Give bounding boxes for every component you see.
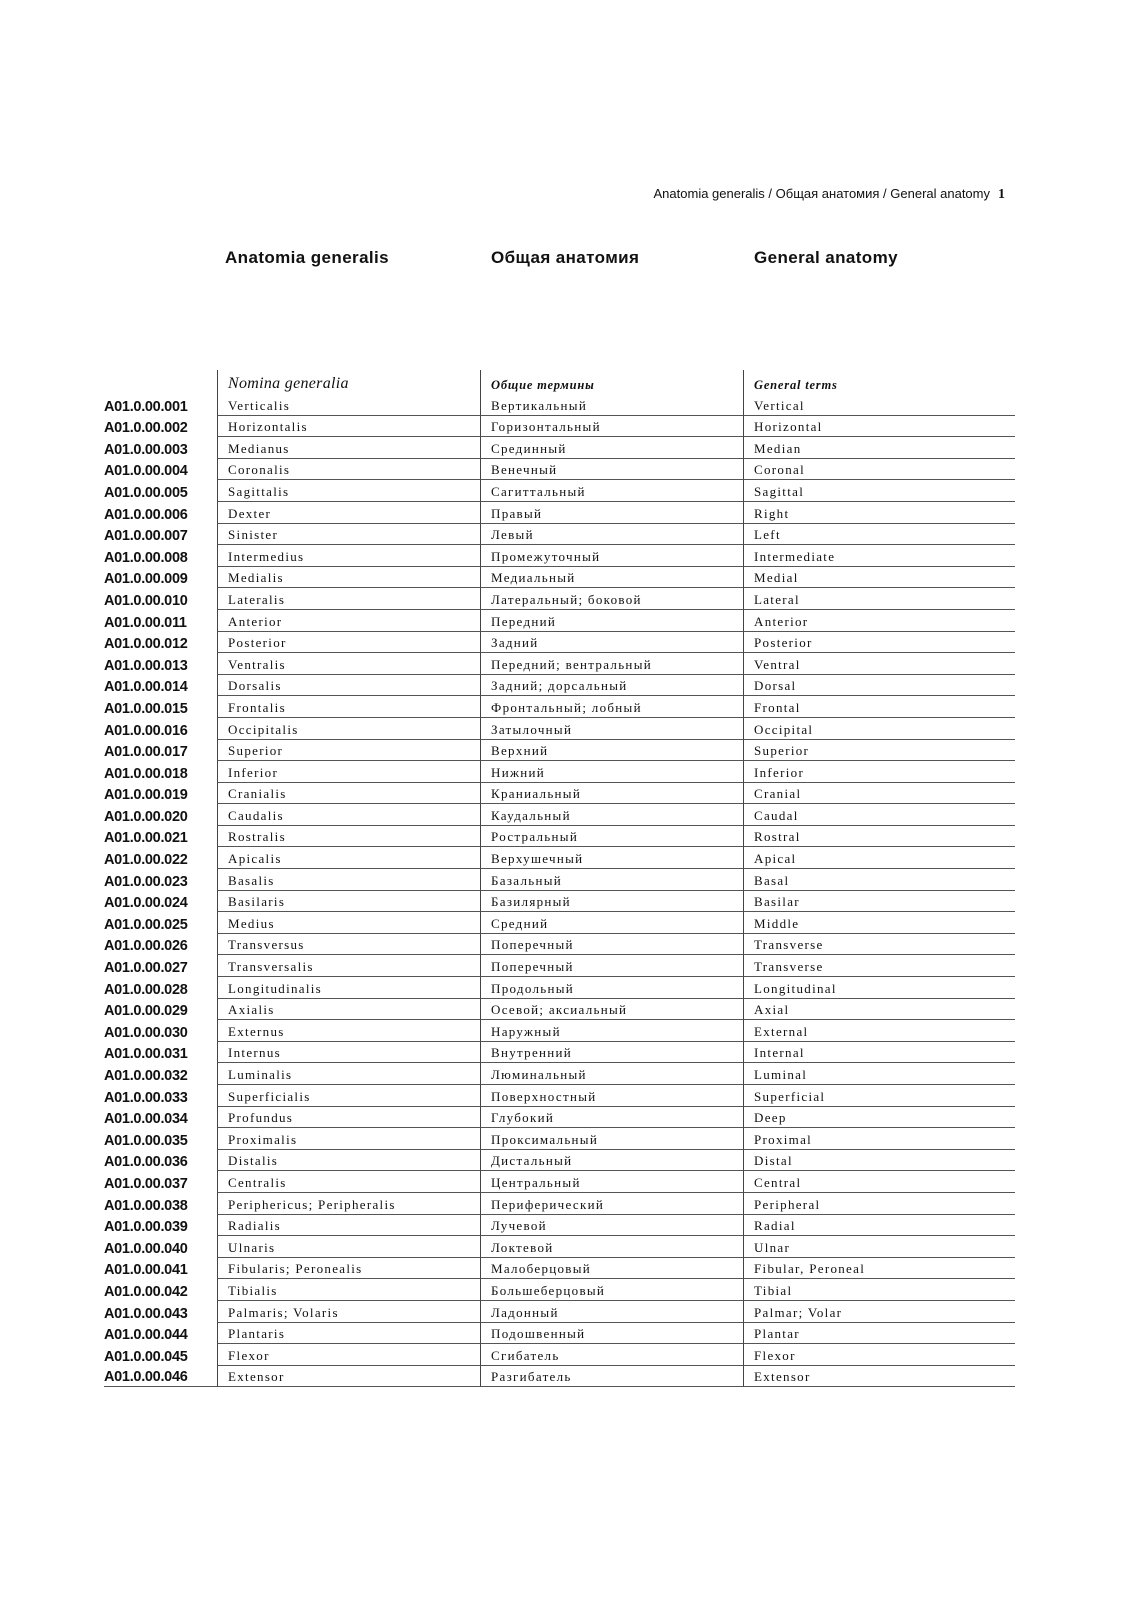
term-code: A01.0.00.029 <box>104 1003 188 1020</box>
term-latin: Tibialis <box>217 1279 480 1301</box>
term-code: A01.0.00.018 <box>104 765 188 782</box>
term-code: A01.0.00.005 <box>104 484 188 501</box>
term-code: A01.0.00.021 <box>104 830 188 847</box>
term-russian: Базилярный <box>480 891 743 913</box>
table-row <box>104 567 1015 589</box>
term-code: A01.0.00.007 <box>104 528 188 545</box>
term-code: A01.0.00.024 <box>104 895 188 912</box>
section-code-cell <box>104 370 217 394</box>
table-row <box>104 761 1015 783</box>
term-russian: Дистальный <box>480 1150 743 1172</box>
term-english: Ventral <box>743 653 1015 675</box>
term-code: A01.0.00.026 <box>104 938 188 955</box>
term-latin: Centralis <box>217 1171 480 1193</box>
term-russian: Средний <box>480 912 743 934</box>
term-english: Transverse <box>743 955 1015 977</box>
term-russian: Задний <box>480 632 743 654</box>
column-title-english: General anatomy <box>754 248 898 267</box>
running-header-latin: Anatomia generalis <box>653 186 765 201</box>
term-english: Posterior <box>743 632 1015 654</box>
term-code: A01.0.00.031 <box>104 1046 188 1063</box>
term-english: Sagittal <box>743 480 1015 502</box>
term-english: Vertical <box>743 394 1015 416</box>
term-russian: Венечный <box>480 459 743 481</box>
term-code: A01.0.00.045 <box>104 1348 188 1365</box>
term-latin: Apicalis <box>217 847 480 869</box>
term-english: Basilar <box>743 891 1015 913</box>
term-code: A01.0.00.034 <box>104 1111 188 1128</box>
term-english: Plantar <box>743 1323 1015 1345</box>
table-row <box>104 1128 1015 1150</box>
term-latin: Medialis <box>217 567 480 589</box>
table-row <box>104 1366 1015 1388</box>
term-code: A01.0.00.020 <box>104 808 188 825</box>
term-code: A01.0.00.011 <box>104 614 187 631</box>
term-russian: Центральный <box>480 1171 743 1193</box>
term-english: Peripheral <box>743 1193 1015 1215</box>
term-code: A01.0.00.019 <box>104 787 188 804</box>
term-latin: Plantaris <box>217 1323 480 1345</box>
table-row <box>104 459 1015 481</box>
term-russian: Разгибатель <box>480 1366 743 1388</box>
term-russian: Горизонтальный <box>480 416 743 438</box>
term-russian: Срединный <box>480 437 743 459</box>
term-russian: Верхушечный <box>480 847 743 869</box>
term-english: Cranial <box>743 783 1015 805</box>
term-latin: Fibularis; Peronealis <box>217 1258 480 1280</box>
table-row <box>104 1020 1015 1042</box>
term-russian: Передний <box>480 610 743 632</box>
term-latin: Axialis <box>217 999 480 1021</box>
term-code: A01.0.00.046 <box>104 1366 217 1388</box>
term-code: A01.0.00.041 <box>104 1262 188 1279</box>
term-code: A01.0.00.030 <box>104 1024 188 1041</box>
term-russian: Осевой; аксиальный <box>480 999 743 1021</box>
table-row <box>104 1236 1015 1258</box>
term-code: A01.0.00.022 <box>104 852 188 869</box>
term-code: A01.0.00.013 <box>104 657 188 674</box>
term-latin: Externus <box>217 1020 480 1042</box>
term-russian: Ростральный <box>480 826 743 848</box>
table-row <box>104 394 1015 416</box>
term-english: Horizontal <box>743 416 1015 438</box>
term-english: Occipital <box>743 718 1015 740</box>
term-english: Fibular, Peroneal <box>743 1258 1015 1280</box>
term-russian: Левый <box>480 524 743 546</box>
term-code: A01.0.00.032 <box>104 1068 188 1084</box>
term-latin: Horizontalis <box>217 416 480 438</box>
table-row <box>104 1063 1015 1085</box>
term-code: A01.0.00.010 <box>104 592 188 609</box>
term-english: Rostral <box>743 826 1015 848</box>
term-russian: Передний; вентральный <box>480 653 743 675</box>
term-russian: Глубокий <box>480 1107 743 1129</box>
term-russian: Локтевой <box>480 1236 743 1258</box>
term-latin: Superficialis <box>217 1085 480 1107</box>
term-english: Medial <box>743 567 1015 589</box>
table-row <box>104 934 1015 956</box>
table-row <box>104 804 1015 826</box>
term-code: A01.0.00.014 <box>104 679 188 696</box>
table-row <box>104 891 1015 913</box>
term-russian: Поперечный <box>480 934 743 956</box>
term-english: Caudal <box>743 804 1015 826</box>
table-row <box>104 1258 1015 1280</box>
table-row <box>104 610 1015 632</box>
term-english: Proximal <box>743 1128 1015 1150</box>
terms-table <box>104 370 1015 1387</box>
term-latin: Medianus <box>217 437 480 459</box>
table-row <box>104 977 1015 999</box>
term-latin: Basilaris <box>217 891 480 913</box>
term-latin: Luminalis <box>217 1063 480 1085</box>
term-code: A01.0.00.035 <box>104 1132 188 1149</box>
term-code: A01.0.00.040 <box>104 1240 188 1257</box>
term-latin: Dexter <box>217 502 480 524</box>
term-latin: Transversus <box>217 934 480 956</box>
term-english: External <box>743 1020 1015 1042</box>
term-latin: Inferior <box>217 761 480 783</box>
term-code: A01.0.00.001 <box>104 398 188 415</box>
term-latin: Lateralis <box>217 588 480 610</box>
term-code: A01.0.00.009 <box>104 571 188 588</box>
term-russian: Латеральный; боковой <box>480 588 743 610</box>
term-code: A01.0.00.016 <box>104 722 188 739</box>
term-latin: Rostralis <box>217 826 480 848</box>
term-english: Anterior <box>743 610 1015 632</box>
term-latin: Anterior <box>217 610 480 632</box>
term-english: Right <box>743 502 1015 524</box>
running-header-separator: / <box>879 186 891 201</box>
term-english: Ulnar <box>743 1236 1015 1258</box>
table-row <box>104 1215 1015 1237</box>
table-row <box>104 480 1015 502</box>
term-russian: Большеберцовый <box>480 1279 743 1301</box>
term-latin: Internus <box>217 1042 480 1064</box>
term-russian: Каудальный <box>480 804 743 826</box>
term-russian: Ладонный <box>480 1301 743 1323</box>
term-latin: Superior <box>217 740 480 762</box>
term-russian: Люминальный <box>480 1063 743 1085</box>
term-english: Deep <box>743 1107 1015 1129</box>
term-code: A01.0.00.015 <box>104 700 188 717</box>
term-english: Frontal <box>743 696 1015 718</box>
term-english: Dorsal <box>743 675 1015 697</box>
page-number: 1 <box>998 187 1005 202</box>
term-english: Distal <box>743 1150 1015 1172</box>
table-row <box>104 847 1015 869</box>
term-latin: Periphericus; Peripheralis <box>217 1193 480 1215</box>
term-code: A01.0.00.006 <box>104 506 188 523</box>
table-row <box>104 696 1015 718</box>
term-russian: Фронтальный; лобный <box>480 696 743 718</box>
table-row <box>104 1323 1015 1345</box>
term-code: A01.0.00.004 <box>104 463 188 480</box>
term-latin: Dorsalis <box>217 675 480 697</box>
term-russian: Сагиттальный <box>480 480 743 502</box>
table-row <box>104 437 1015 459</box>
term-code: A01.0.00.039 <box>104 1219 188 1236</box>
term-code: A01.0.00.043 <box>104 1305 188 1322</box>
table-row <box>104 826 1015 848</box>
term-english: Extensor <box>743 1366 1015 1388</box>
term-russian: Внутренний <box>480 1042 743 1064</box>
term-russian: Медиальный <box>480 567 743 589</box>
term-english: Inferior <box>743 761 1015 783</box>
term-latin: Verticalis <box>217 394 480 416</box>
table-row <box>104 740 1015 762</box>
table-row <box>104 1193 1015 1215</box>
table-row <box>104 718 1015 740</box>
running-header-russian: Общая анатомия <box>775 186 880 201</box>
table-row <box>104 416 1015 438</box>
term-english: Basal <box>743 869 1015 891</box>
term-latin: Sinister <box>217 524 480 546</box>
term-latin: Flexor <box>217 1344 480 1366</box>
term-latin: Intermedius <box>217 545 480 567</box>
term-latin: Caudalis <box>217 804 480 826</box>
term-russian: Периферический <box>480 1193 743 1215</box>
term-english: Palmar; Volar <box>743 1301 1015 1323</box>
term-code: A01.0.00.008 <box>104 549 188 566</box>
table-row <box>104 783 1015 805</box>
term-latin: Proximalis <box>217 1128 480 1150</box>
term-russian: Продольный <box>480 977 743 999</box>
table-row <box>104 1171 1015 1193</box>
term-russian: Вертикальный <box>480 394 743 416</box>
table-row <box>104 869 1015 891</box>
running-header <box>654 186 1005 203</box>
term-latin: Medius <box>217 912 480 934</box>
section-title-russian: Общие термины <box>480 370 743 394</box>
term-code: A01.0.00.023 <box>104 873 188 890</box>
term-latin: Ventralis <box>217 653 480 675</box>
term-code: A01.0.00.044 <box>104 1327 188 1344</box>
term-latin: Longitudinalis <box>217 977 480 999</box>
table-row <box>104 1150 1015 1172</box>
term-russian: Поверхностный <box>480 1085 743 1107</box>
table-row <box>104 545 1015 567</box>
term-latin: Sagittalis <box>217 480 480 502</box>
term-code: A01.0.00.042 <box>104 1283 188 1300</box>
term-russian: Промежуточный <box>480 545 743 567</box>
table-row <box>104 912 1015 934</box>
term-english: Flexor <box>743 1344 1015 1366</box>
term-code: A01.0.00.003 <box>104 441 188 458</box>
term-english: Superior <box>743 740 1015 762</box>
term-english: Lateral <box>743 588 1015 610</box>
term-russian: Нижний <box>480 761 743 783</box>
section-title-latin: Nomina generalia <box>217 370 480 394</box>
term-russian: Базальный <box>480 869 743 891</box>
term-latin: Distalis <box>217 1150 480 1172</box>
term-russian: Правый <box>480 502 743 524</box>
term-russian: Затылочный <box>480 718 743 740</box>
table-row <box>104 999 1015 1021</box>
term-english: Radial <box>743 1215 1015 1237</box>
term-latin: Cranialis <box>217 783 480 805</box>
term-english: Transverse <box>743 934 1015 956</box>
term-code: A01.0.00.037 <box>104 1175 188 1192</box>
section-title-english: General terms <box>743 370 1015 394</box>
term-russian: Малоберцовый <box>480 1258 743 1280</box>
term-english: Central <box>743 1171 1015 1193</box>
table-row <box>104 675 1015 697</box>
term-russian: Задний; дорсальный <box>480 675 743 697</box>
term-english: Apical <box>743 847 1015 869</box>
term-latin: Transversalis <box>217 955 480 977</box>
term-latin: Profundus <box>217 1107 480 1129</box>
term-russian: Лучевой <box>480 1215 743 1237</box>
term-russian: Проксимальный <box>480 1128 743 1150</box>
term-code: A01.0.00.012 <box>104 636 188 653</box>
term-english: Luminal <box>743 1063 1015 1085</box>
section-header-row <box>104 370 1015 394</box>
term-russian: Наружный <box>480 1020 743 1042</box>
table-row <box>104 1344 1015 1366</box>
term-latin: Extensor <box>217 1366 480 1388</box>
term-english: Left <box>743 524 1015 546</box>
term-english: Internal <box>743 1042 1015 1064</box>
term-russian: Подошвенный <box>480 1323 743 1345</box>
running-header-separator: / <box>764 186 776 201</box>
term-code: A01.0.00.027 <box>104 960 188 977</box>
table-row <box>104 1085 1015 1107</box>
term-english: Coronal <box>743 459 1015 481</box>
term-english: Axial <box>743 999 1015 1021</box>
term-latin: Coronalis <box>217 459 480 481</box>
term-code: A01.0.00.033 <box>104 1089 188 1106</box>
table-row <box>104 1107 1015 1129</box>
table-row <box>104 502 1015 524</box>
term-code: A01.0.00.025 <box>104 916 188 933</box>
term-code: A01.0.00.036 <box>104 1154 188 1171</box>
table-row <box>104 632 1015 654</box>
table-row <box>104 1042 1015 1064</box>
term-english: Longitudinal <box>743 977 1015 999</box>
term-english: Median <box>743 437 1015 459</box>
table-row <box>104 955 1015 977</box>
term-english: Middle <box>743 912 1015 934</box>
term-latin: Posterior <box>217 632 480 654</box>
term-latin: Occipitalis <box>217 718 480 740</box>
table-row <box>104 1301 1015 1323</box>
term-english: Superficial <box>743 1085 1015 1107</box>
column-title-russian: Общая анатомия <box>491 248 640 267</box>
term-russian: Краниальный <box>480 783 743 805</box>
term-latin: Frontalis <box>217 696 480 718</box>
table-row <box>104 588 1015 610</box>
table-row <box>104 1279 1015 1301</box>
term-code: A01.0.00.038 <box>104 1197 188 1214</box>
term-code: A01.0.00.002 <box>104 420 188 437</box>
term-russian: Сгибатель <box>480 1344 743 1366</box>
term-code: A01.0.00.028 <box>104 981 188 998</box>
term-english: Intermediate <box>743 545 1015 567</box>
term-russian: Поперечный <box>480 955 743 977</box>
term-latin: Palmaris; Volaris <box>217 1301 480 1323</box>
column-title-latin: Anatomia generalis <box>225 248 390 267</box>
term-latin: Ulnaris <box>217 1236 480 1258</box>
term-code: A01.0.00.017 <box>104 744 188 761</box>
table-row <box>104 524 1015 546</box>
running-header-english: General anatomy <box>890 186 990 201</box>
term-russian: Верхний <box>480 740 743 762</box>
term-latin: Basalis <box>217 869 480 891</box>
table-row <box>104 653 1015 675</box>
term-latin: Radialis <box>217 1215 480 1237</box>
term-english: Tibial <box>743 1279 1015 1301</box>
